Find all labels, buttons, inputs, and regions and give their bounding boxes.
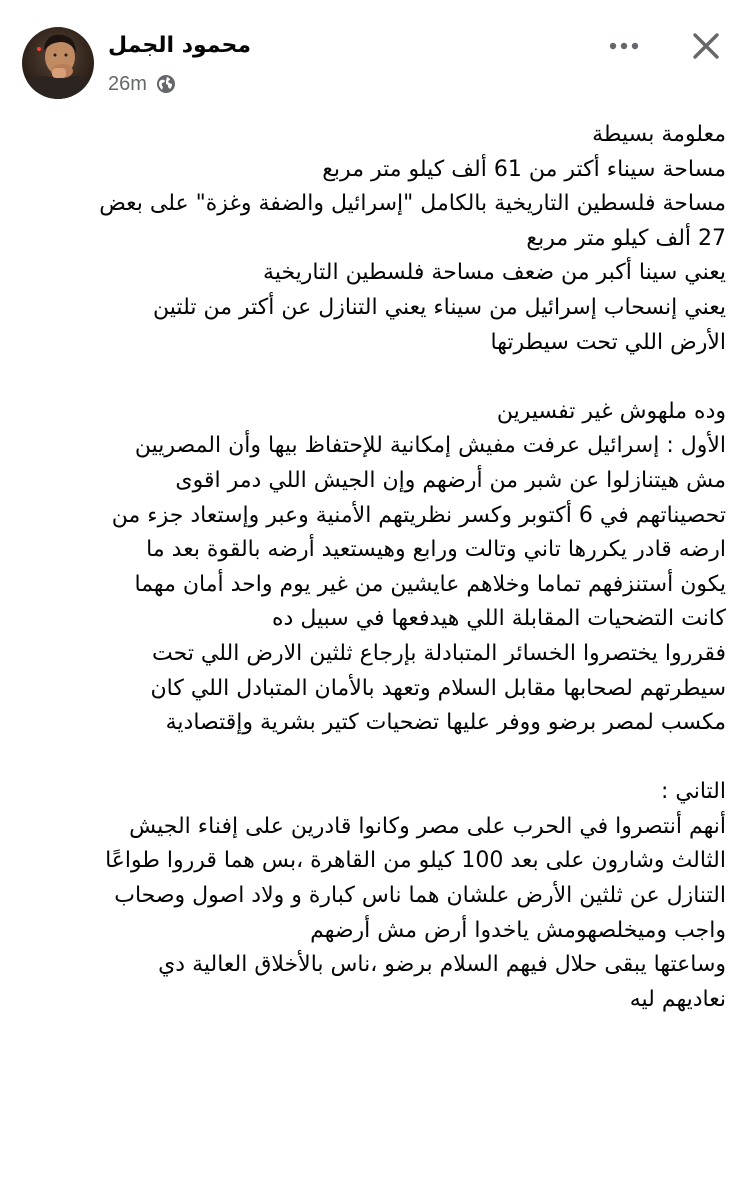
close-icon	[692, 32, 720, 60]
post-line: مش هيتنازلوا عن شبر من أرضهم وإن الجيش اللي دمر اقوى	[175, 467, 726, 493]
avatar[interactable]	[22, 27, 94, 99]
post-line: يعني سينا أكبر من ضعف مساحة فلسطين التاريخية	[263, 260, 726, 286]
post-line: مساحة سيناء أكتر من 61 ألف كيلو متر مربع	[322, 156, 726, 182]
post-time[interactable]: 26m	[108, 73, 147, 95]
post-line: كانت التضحيات المقابلة اللي هيدفعها في سبيل ده	[272, 606, 726, 632]
close-button[interactable]	[686, 26, 726, 66]
post-line: الأرض اللي تحت سيطرتها	[490, 329, 726, 355]
more-options-button[interactable]	[604, 26, 644, 66]
post-line: وده ملهوش غير تفسيرين	[496, 398, 726, 424]
post-line: 27 ألف كيلو متر مربع	[526, 225, 726, 251]
post-line: فقرروا يختصروا الخسائر المتبادلة بإرجاع ثلثين الارض اللي تحت	[152, 640, 726, 666]
post-line: واجب وميخلصهومش ياخدوا أرض مش أرضهم	[310, 917, 726, 943]
post-line: وساعتها يبقى حلال فيهم السلام برضو ،ناس بالأخلاق العالية دي	[158, 952, 726, 978]
post-line: تحصيناتهم في 6 أكتوبر وكسر نظريتهم الأمنية وعبر وإستعاد جزء من	[111, 502, 726, 528]
post-line: التنازل عن ثلثين الأرض علشان هما ناس كبارة و ولاد اصول وصحاب	[114, 883, 726, 909]
author-name[interactable]: محمود الجمل	[108, 33, 252, 58]
post-line: مكسب لمصر برضو ووفر عليها تضحيات كتير بشرية وإقتصادية	[165, 710, 726, 736]
post-line: نعاديهم ليه	[629, 986, 726, 1012]
post-header	[0, 0, 740, 110]
post-line: أنهم أنتصروا في الحرب على مصر وكانوا قادرين على إفناء الجيش	[129, 813, 726, 839]
more-dots-icon	[609, 42, 639, 50]
post-line: التاني :	[660, 779, 726, 805]
post-time-row	[108, 72, 251, 96]
avatar-image	[22, 27, 94, 99]
post-line: ارضه قادر يكررها تاني وتالت ورابع وهيستعيد أرضه بالقوة بعد ما	[146, 537, 726, 563]
globe-icon	[156, 74, 176, 94]
post-line: الثالث وشارون على بعد 100 كيلو من القاهرة ،بس هما قرروا طواعًا	[105, 848, 726, 874]
paragraph-gap	[26, 741, 726, 776]
post-line: مساحة فلسطين التاريخية بالكامل "إسرائيل والضفة وغزة" على بعض	[99, 191, 726, 217]
post-line: يكون أستنزفهم تماما وخلاهم عايشين من غير يوم واحد أمان مهما	[134, 571, 726, 597]
post-line: يعني إنسحاب إسرائيل من سيناء يعني التنازل عن أكتر من تلتين	[153, 294, 726, 320]
post-author	[22, 27, 251, 99]
post-line: الأول : إسرائيل عرفت مفيش إمكانية للإحتفاظ بيها وأن المصريين	[134, 433, 726, 459]
paragraph-gap	[26, 360, 726, 395]
post-line: سيطرتهم لصحابها مقابل السلام وتعهد بالأمان المتبادل اللي كان	[150, 675, 726, 701]
post-text	[26, 118, 726, 1017]
post-meta	[108, 30, 251, 96]
post-line: معلومة بسيطة	[592, 122, 726, 147]
